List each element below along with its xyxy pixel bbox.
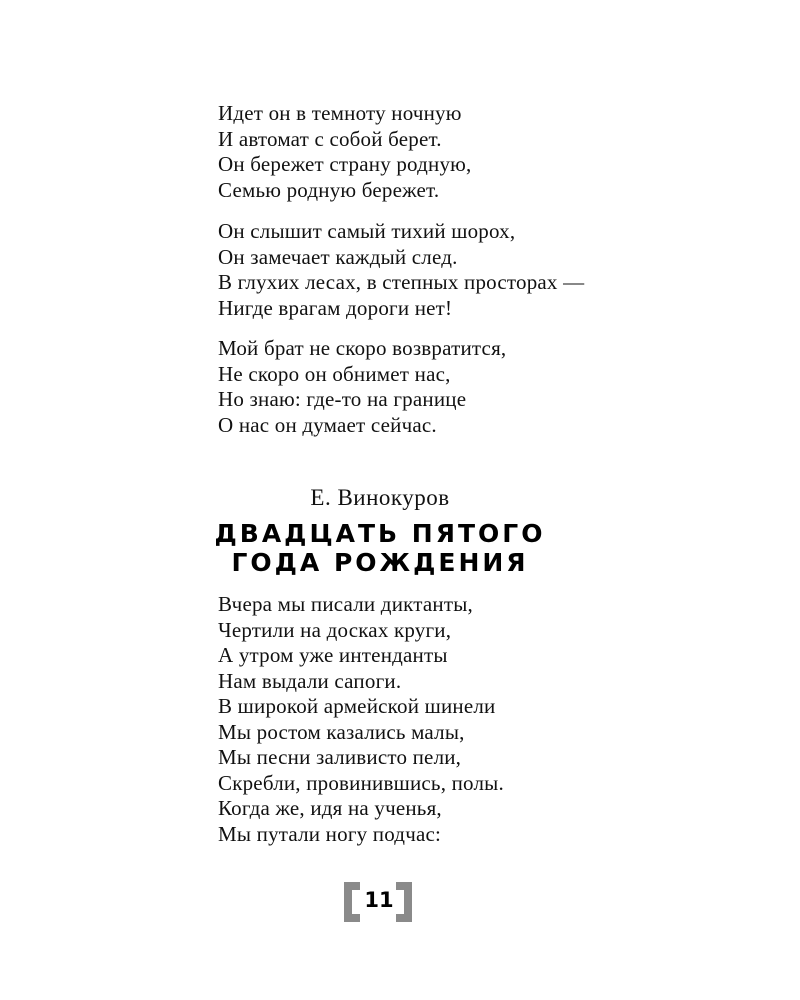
poem-line: Вчера мы писали диктанты, xyxy=(218,592,473,616)
poem-line: Мой брат не скоро возвратится, xyxy=(218,336,507,360)
poem-body xyxy=(218,592,718,847)
page-number-text: 11 xyxy=(364,888,394,912)
poem-line: Он бережет страну родную, xyxy=(218,152,472,176)
poem-line: Но знаю: где-то на границе xyxy=(218,387,467,411)
poem-line: Скребли, провинившись, полы. xyxy=(218,770,504,795)
poem-line: Чертили на досках круги, xyxy=(218,617,452,642)
poem-line: В глухих лесах, в степных просторах — xyxy=(218,270,585,294)
poem-line: В широкой армейской шинели xyxy=(218,694,496,718)
poem-line: Нам выдали сапоги. xyxy=(218,668,402,693)
poem-line: Он слышит самый тихий шорох, xyxy=(218,219,516,243)
poem-line: Не скоро он обнимет нас, xyxy=(218,361,451,386)
poem-line: Он замечает каждый след. xyxy=(218,244,458,269)
stanza-3 xyxy=(218,336,718,438)
stanza-2 xyxy=(218,219,718,321)
poem-line: Мы ростом казались малы, xyxy=(218,719,465,744)
poem-line: Идет он в темноту ночную xyxy=(218,101,462,125)
poem-line: А утром уже интенданты xyxy=(218,643,448,667)
poem-line: Семью родную бережет. xyxy=(218,177,440,202)
poem-line: О нас он думает сейчас. xyxy=(218,412,437,437)
poem-title-line-1: ДВАДЦАТЬ ПЯТОГО xyxy=(214,519,546,548)
poem-line: Нигде врагам дороги нет! xyxy=(218,295,453,320)
stanza-1 xyxy=(218,101,718,203)
right-bracket-icon xyxy=(396,882,412,922)
poem-title xyxy=(0,519,760,577)
poem-author: Е. Винокуров xyxy=(310,485,450,510)
poem-line: И автомат с собой берет. xyxy=(218,126,442,151)
poem-line: Мы путали ногу подчас: xyxy=(218,821,442,846)
poem-line: Мы песни заливисто пели, xyxy=(218,745,462,769)
poem-line: Когда же, идя на ученья, xyxy=(218,796,442,820)
page-number xyxy=(344,882,414,930)
poem-title-line-2: ГОДА РОЖДЕНИЯ xyxy=(231,548,529,577)
